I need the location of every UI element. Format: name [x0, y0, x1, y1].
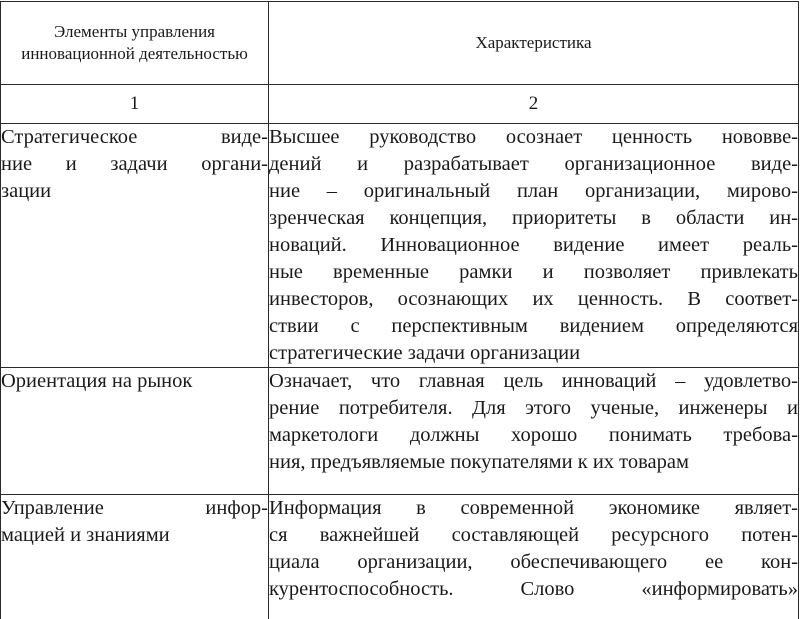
- element-line: Ориентация на рынок: [1, 370, 193, 392]
- column-number-2: 2: [269, 85, 799, 124]
- characteristic-line: инвесторов, осознающих их ценность. В соответ-: [269, 288, 798, 310]
- element-line: Стратегическое виде-: [1, 126, 268, 148]
- characteristic-line: рение потребителя. Для этого ученые, инженеры и: [269, 397, 798, 419]
- characteristic-cell: [269, 124, 799, 368]
- header-characteristic-label: Характеристика: [475, 33, 592, 52]
- table-header-row: [1, 2, 799, 85]
- element-cell: [1, 368, 269, 495]
- characteristic-line: циала организации, обеспечивающего ее кон-: [269, 551, 798, 573]
- innovation-management-table: [0, 1, 799, 619]
- characteristic-line: ствии с перспективным видением определяются: [269, 315, 798, 337]
- element-line: Управление инфор-: [1, 497, 268, 519]
- element-line: зации: [1, 180, 52, 202]
- element-line: ние и задачи органи-: [1, 153, 268, 175]
- element-line: мацией и знаниями: [1, 524, 170, 546]
- characteristic-line: новаций. Инновационное видение имеет реаль-: [269, 234, 798, 256]
- characteristic-line: ния, предъявляемые покупателями к их товарам: [269, 451, 689, 473]
- characteristic-line: дений и разрабатывает организационное виде-: [269, 153, 798, 175]
- characteristic-line: ние – оригинальный план организации, мирово-: [269, 180, 798, 202]
- characteristic-line: Высшее руководство осознает ценность нововве-: [269, 126, 798, 148]
- header-elements-label: Элементы управления инновационной деятельностью: [21, 22, 248, 63]
- column-number-row: [1, 85, 799, 124]
- characteristic-line: зренческая концепция, приоритеты в области ин-: [269, 207, 798, 229]
- element-cell: [1, 124, 269, 368]
- characteristic-line: маркетологи должны хорошо понимать требова-: [269, 424, 798, 446]
- header-cell-characteristic: [269, 2, 799, 85]
- table-row: [1, 368, 799, 495]
- column-number-1: 1: [1, 85, 269, 124]
- header-cell-elements: [1, 2, 269, 85]
- characteristic-line: Означает, что главная цель инноваций – удовлетво-: [269, 370, 798, 392]
- table-row: [1, 124, 799, 368]
- characteristic-line: курентоспособность. Слово «информировать»: [269, 578, 798, 600]
- table-row: [1, 495, 799, 619]
- element-cell: [1, 495, 269, 619]
- characteristic-cell: [269, 495, 799, 619]
- characteristic-line: Информация в современной экономике являет-: [269, 497, 798, 519]
- characteristic-cell: [269, 368, 799, 495]
- characteristic-line: ные временные рамки и позволяет привлекать: [269, 261, 798, 283]
- characteristic-line: стратегические задачи организации: [269, 342, 581, 364]
- characteristic-line: ся важнейшей составляющей ресурсного потен-: [269, 524, 798, 546]
